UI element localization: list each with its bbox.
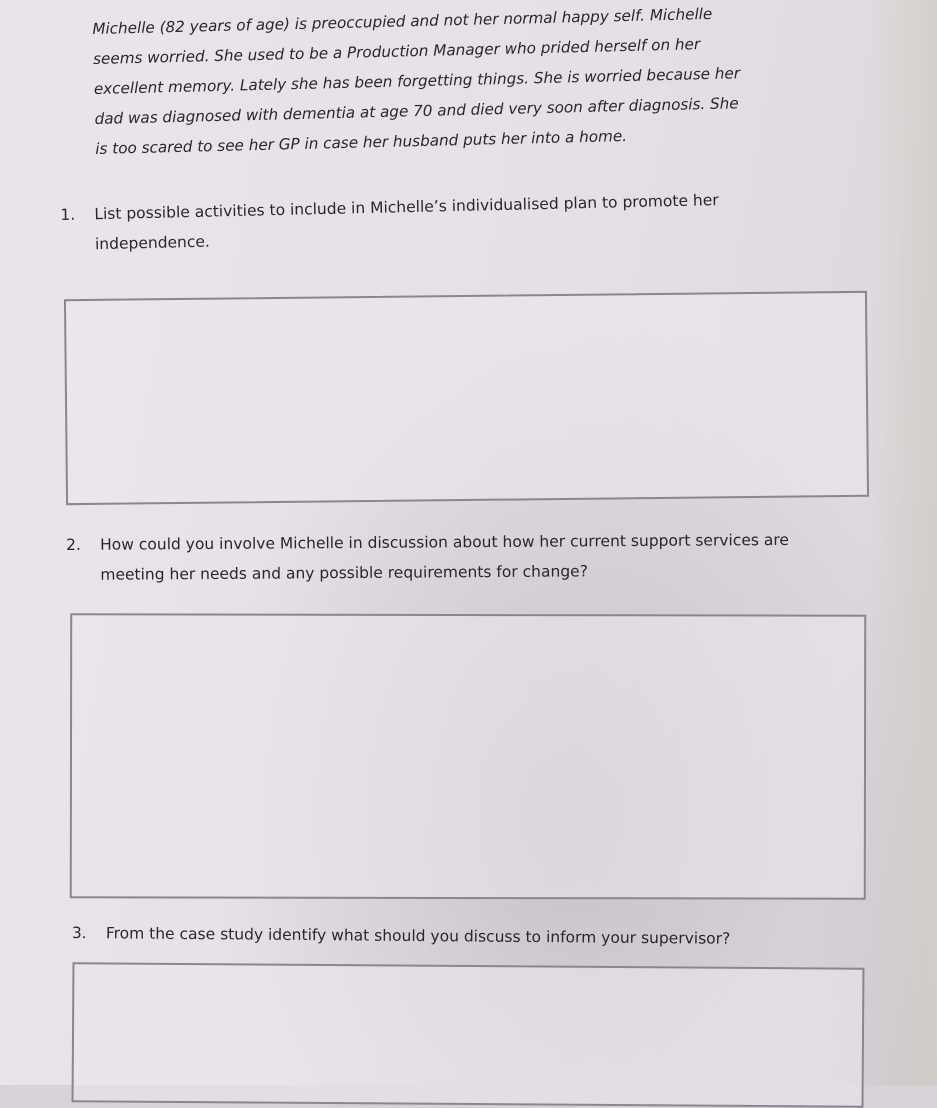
case-study-line: Michelle (82 years of age) is preoccupied and not her normal happy self. Michelle xyxy=(92,4,713,38)
case-study-line: is too scared to see her GP in case her husband puts her into a home. xyxy=(95,126,628,158)
case-study-text xyxy=(92,0,815,164)
answer-box-2[interactable] xyxy=(70,613,866,899)
question-text-line: How could you involve Michelle in discussion about how her current support services are xyxy=(100,530,789,554)
question-2 xyxy=(66,525,846,590)
question-1 xyxy=(60,184,781,260)
case-study-line: seems worried. She used to be a Production Manager who prided herself on her xyxy=(92,35,701,68)
question-text-line: List possible activities to include in Michelle’s individualised plan to promote her xyxy=(94,191,719,224)
case-study-line: dad was diagnosed with dementia at age 70 and died very soon after diagnosis. She xyxy=(94,94,739,128)
answer-box-3[interactable] xyxy=(72,962,865,1108)
question-number: 3. xyxy=(71,923,87,943)
case-study-line: excellent memory. Lately she has been forgetting things. She is worried because her xyxy=(93,64,741,98)
question-number: 1. xyxy=(60,205,76,224)
question-text-line: independence. xyxy=(94,232,211,254)
answer-box-1[interactable] xyxy=(64,291,869,505)
question-text-line: From the case study identify what should you discuss to inform your supervisor? xyxy=(105,924,731,948)
question-3 xyxy=(72,918,792,954)
question-text-line: meeting her needs and any possible requirements for change? xyxy=(100,562,588,584)
paper-edge-shadow xyxy=(867,0,937,1085)
question-number: 2. xyxy=(66,535,81,554)
